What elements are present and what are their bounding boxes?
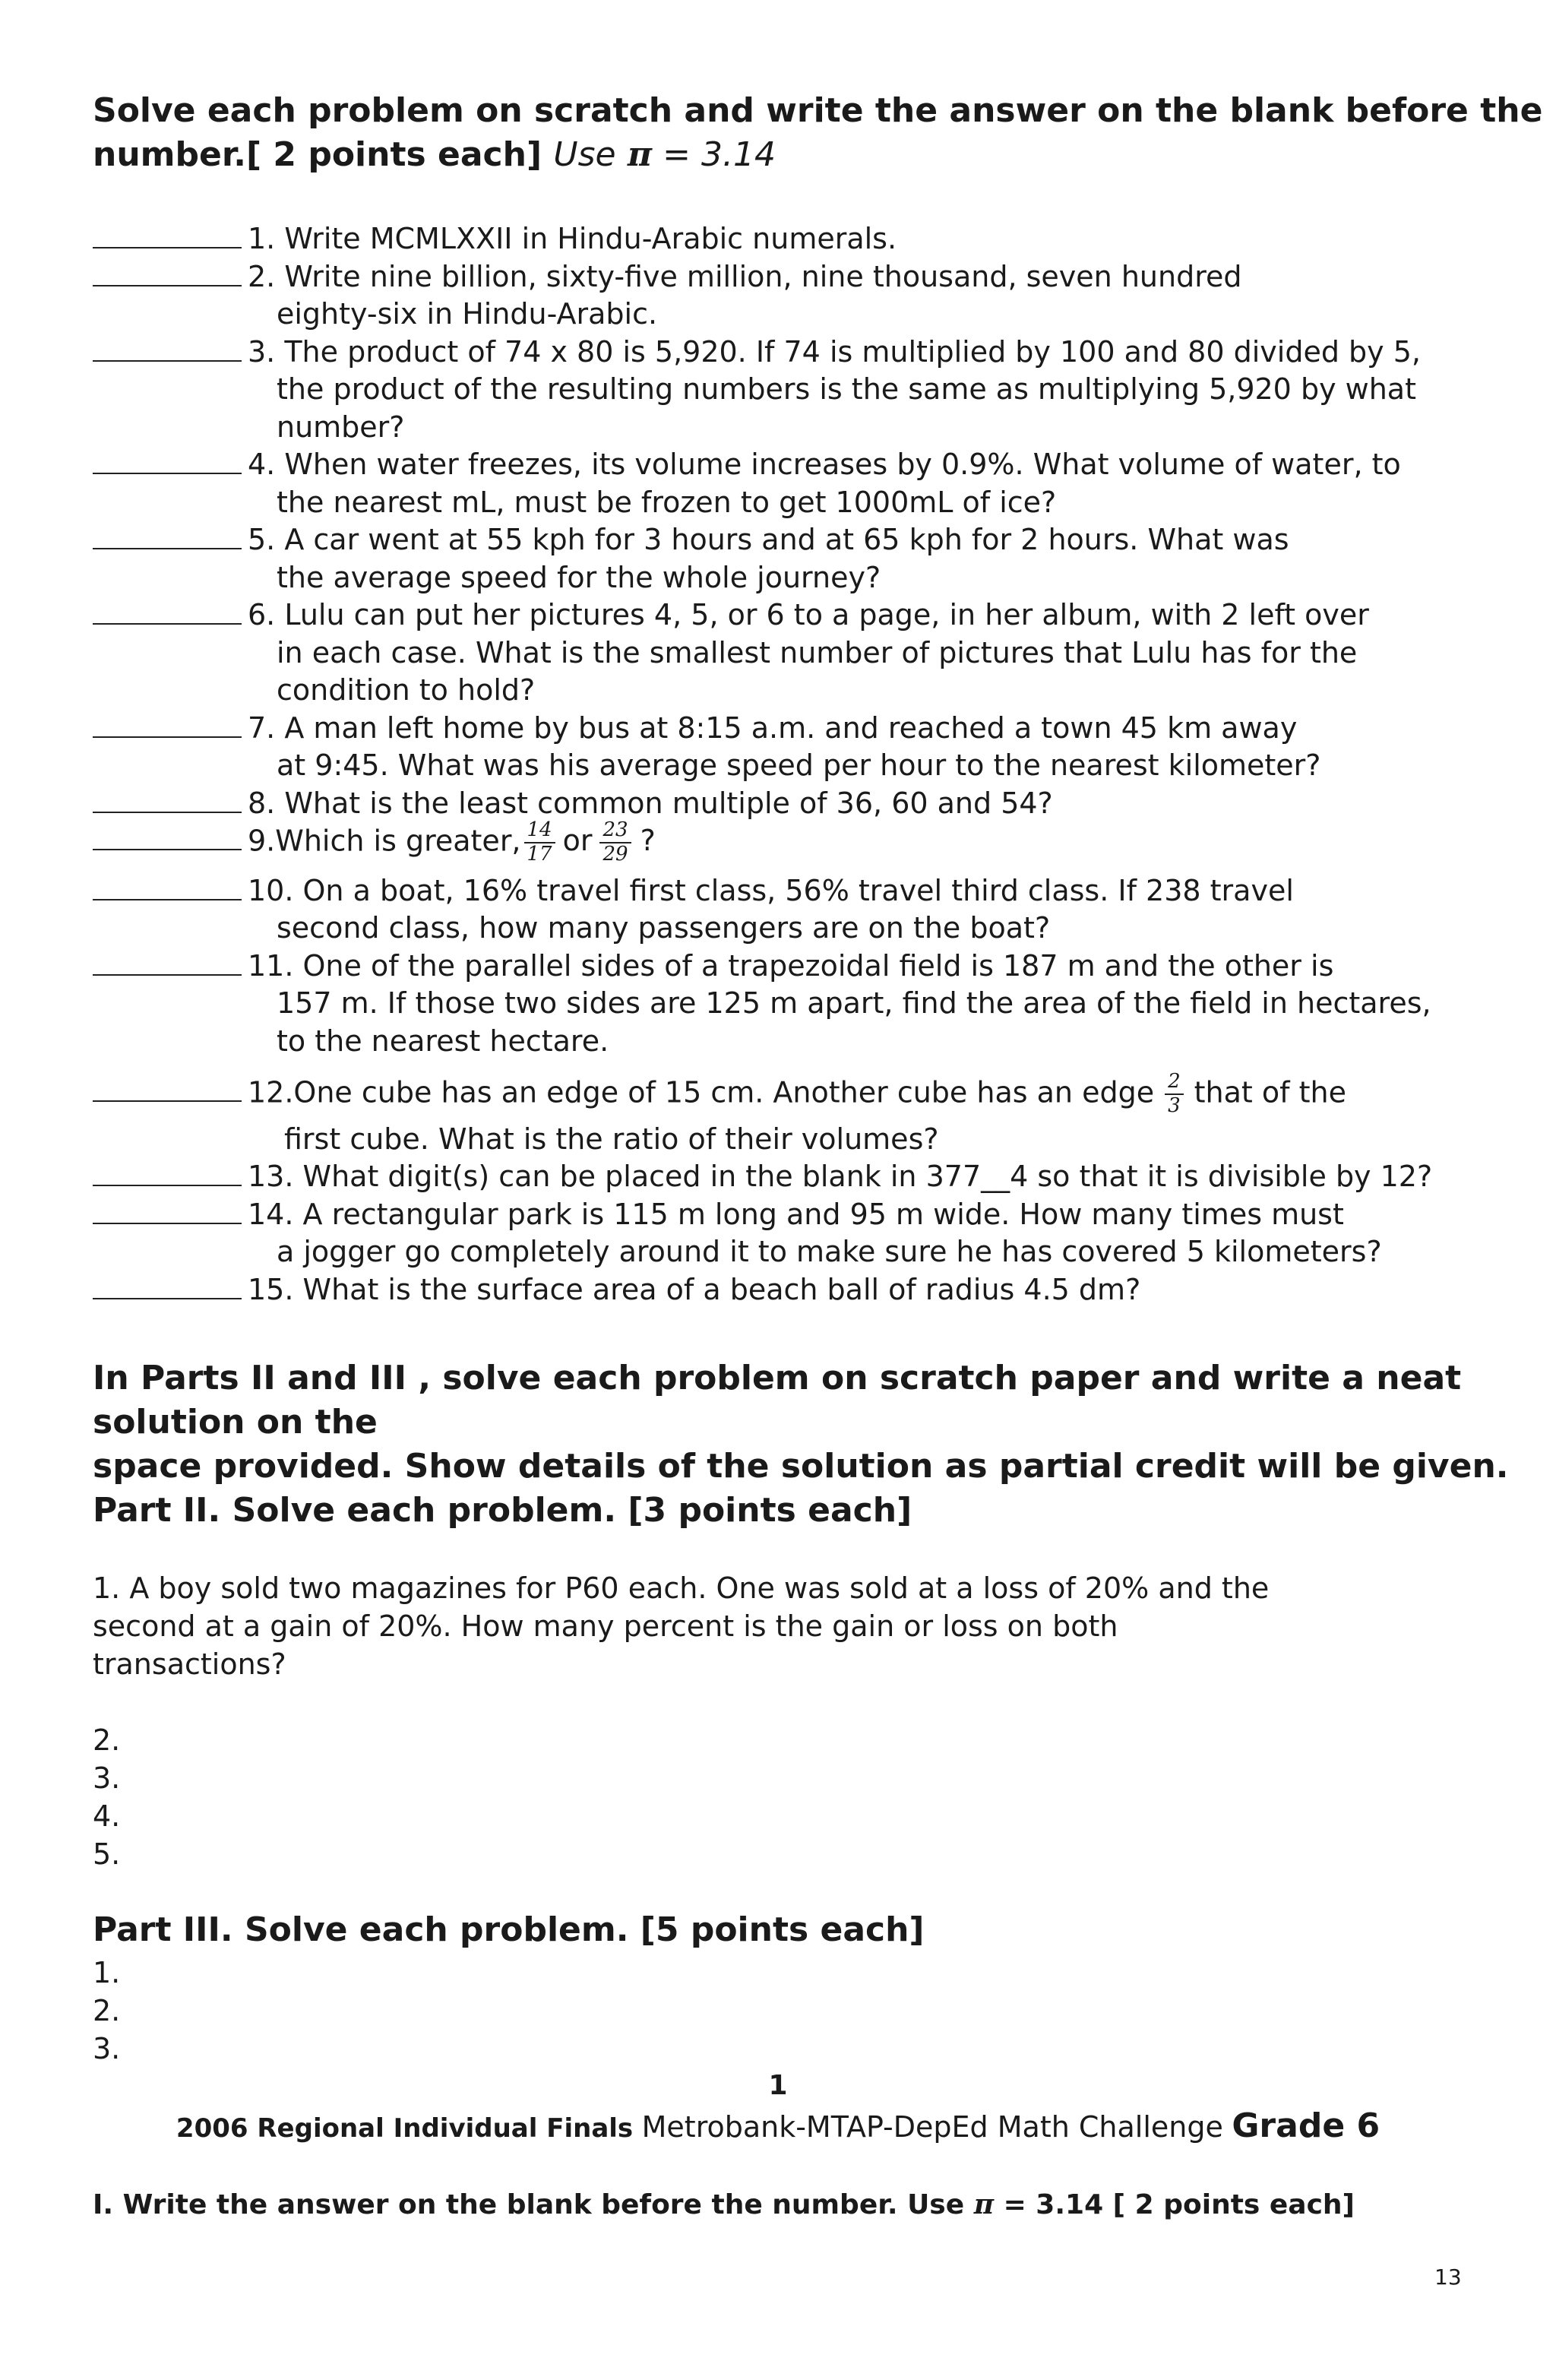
problem-row [93,448,1401,481]
problem-text: 9.Which is greater, [248,824,521,858]
parts-instruction-line3: space provided. Show details of the solution as partial credit will be given. [93,1447,1509,1486]
fraction-numerator: 2 [1165,1071,1184,1095]
problem-text-continued: at 9:45. What was his average speed per hour to the nearest kilometer? [277,748,1321,782]
problem-text-continued: first cube. What is the ratio of their volumes? [284,1122,939,1156]
problem-text: that of the [1194,1075,1346,1109]
problem-text-continued: the average speed for the whole journey? [277,560,881,594]
part2-number: 4. [93,1799,121,1833]
answer-blank[interactable] [93,337,242,362]
problem-text: 10. On a boat, 16% travel first class, 56% travel third class. If 238 travel [248,873,1294,907]
or-word: or [562,824,593,858]
problem-row [93,786,1053,820]
event-title: 2006 Regional Individual Finals [176,2113,634,2144]
fraction [599,819,631,866]
problem-text-continued: 157 m. If those two sides are 125 m apart, find the area of the field in hectares, [277,986,1431,1020]
problem-row [93,711,1297,745]
problem-row [93,260,1241,293]
points-label: number.[ 2 points each] [93,135,542,174]
problem-row [93,222,897,255]
center-page-number: 1 [768,2070,788,2101]
problem-text: 13. What digit(s) can be placed in the blank in 377__4 so that it is divisible by 12? [248,1160,1433,1193]
fraction [1165,1071,1184,1118]
problem-text: 2. Write nine billion, sixty-five million, nine thousand, seven hundred [248,259,1242,293]
problem-text-continued: in each case. What is the smallest number of pictures that Lulu has for the [277,635,1358,669]
pi-symbol: π [627,135,653,174]
part2-q1-line3: transactions? [93,1647,286,1681]
problem-row [93,1071,1346,1118]
problem-text: 15. What is the surface area of a beach ball of radius 4.5 dm? [248,1272,1141,1306]
fraction-numerator: 14 [524,819,555,843]
answer-blank[interactable] [93,789,242,813]
problem-text-continued: the product of the resulting numbers is the same as multiplying 5,920 by what [277,372,1416,406]
use-label: Use [553,135,616,174]
answer-blank[interactable] [93,951,242,976]
problem-row [93,1198,1344,1231]
problem-text: 7. A man left home by bus at 8:15 a.m. and reached a town 45 km away [248,711,1298,745]
section-instruction-points: = 3.14 [ 2 points each] [1003,2189,1355,2220]
instruction-heading-line1: Solve each problem on scratch and write the answer on the blank before the [93,91,1543,130]
problem-row [93,819,656,866]
fraction-denominator: 17 [527,842,552,866]
parts-instruction-line2: solution on the [93,1403,378,1442]
problem-row [93,874,1294,907]
problem-text-continued: a jogger go completely around it to make sure he has covered 5 kilometers? [277,1235,1382,1268]
part3-title: Part III. Solve each problem. [5 points each] [93,1910,925,1949]
problem-row [93,1160,1432,1193]
problem-row [93,523,1289,556]
part3-number: 1. [93,1956,121,1989]
part3-number: 3. [93,2032,121,2065]
answer-blank[interactable] [93,826,242,850]
answer-blank[interactable] [93,714,242,738]
part2-q1-line2: second at a gain of 20%. How many percent is the gain or loss on both [93,1609,1118,1643]
answer-blank[interactable] [93,600,242,625]
answer-blank[interactable] [93,525,242,549]
answer-blank[interactable] [93,1200,242,1224]
section-instruction [93,2189,1355,2220]
answer-blank[interactable] [93,450,242,474]
part3-number: 2. [93,1994,121,2027]
problem-text: 8. What is the least common multiple of 36, 60 and 54? [248,786,1053,820]
problem-text-continued: number? [277,410,405,444]
answer-blank[interactable] [93,262,242,286]
grade-label: Grade 6 [1232,2106,1380,2145]
event-name: Metrobank-MTAP-DepEd Math Challenge [641,2110,1223,2144]
answer-blank[interactable] [93,876,242,900]
answer-blank[interactable] [93,1078,242,1102]
answer-blank[interactable] [93,1162,242,1186]
section-instruction-text: I. Write the answer on the blank before the number. Use [93,2189,965,2220]
problem-text-continued: the nearest mL, must be frozen to get 1000mL of ice? [277,485,1057,519]
answer-blank[interactable] [93,1275,242,1299]
problem-text-continued: condition to hold? [277,673,536,707]
fraction [524,819,555,866]
problem-text: 5. A car went at 55 kph for 3 hours and at 65 kph for 2 hours. What was [248,523,1289,556]
question-mark: ? [640,824,656,858]
problem-row [93,598,1369,631]
instruction-heading-line2 [93,135,776,174]
problem-text: 12.One cube has an edge of 15 cm. Another cube has an edge [248,1075,1155,1109]
answer-blank[interactable] [93,224,242,248]
part2-number: 2. [93,1723,121,1757]
part2-number: 5. [93,1837,121,1871]
fraction-numerator: 23 [599,819,631,843]
problem-row [93,1273,1140,1306]
pi-value: = 3.14 [652,135,776,174]
fraction-denominator: 29 [602,842,628,866]
part2-number: 3. [93,1761,121,1795]
problem-text: 3. The product of 74 x 80 is 5,920. If 74 is multiplied by 100 and 80 divided by 5, [248,334,1421,369]
problem-text-continued: eighty-six in Hindu-Arabic. [277,297,658,331]
part2-q1-line1: 1. A boy sold two magazines for P60 each. One was sold at a loss of 20% and the [93,1571,1270,1605]
problem-text: 1. Write MCMLXXII in Hindu-Arabic numerals. [248,222,897,255]
problem-text: 11. One of the parallel sides of a trapezoidal field is 187 m and the other is [248,948,1334,983]
problem-text: 14. A rectangular park is 115 m long and 95 m wide. How many times must [248,1197,1344,1231]
part2-title: Part II. Solve each problem. [3 points each] [93,1491,912,1530]
parts-instruction-line1: In Parts II and III , solve each problem on scratch paper and write a neat [93,1359,1462,1397]
contest-footer [0,2106,1556,2145]
problem-text: 6. Lulu can put her pictures 4, 5, or 6 to a page, in her album, with 2 left over [248,598,1369,631]
problem-text-continued: to the nearest hectare. [277,1024,609,1058]
problem-text-continued: second class, how many passengers are on the boat? [277,911,1051,945]
fraction-denominator: 3 [1168,1093,1181,1117]
page-number: 13 [1434,2264,1462,2290]
problem-row [93,335,1421,369]
problem-row [93,949,1333,983]
problem-text: 4. When water freezes, its volume increases by 0.9%. What volume of water, to [248,448,1401,481]
pi-symbol: π [973,2189,995,2220]
